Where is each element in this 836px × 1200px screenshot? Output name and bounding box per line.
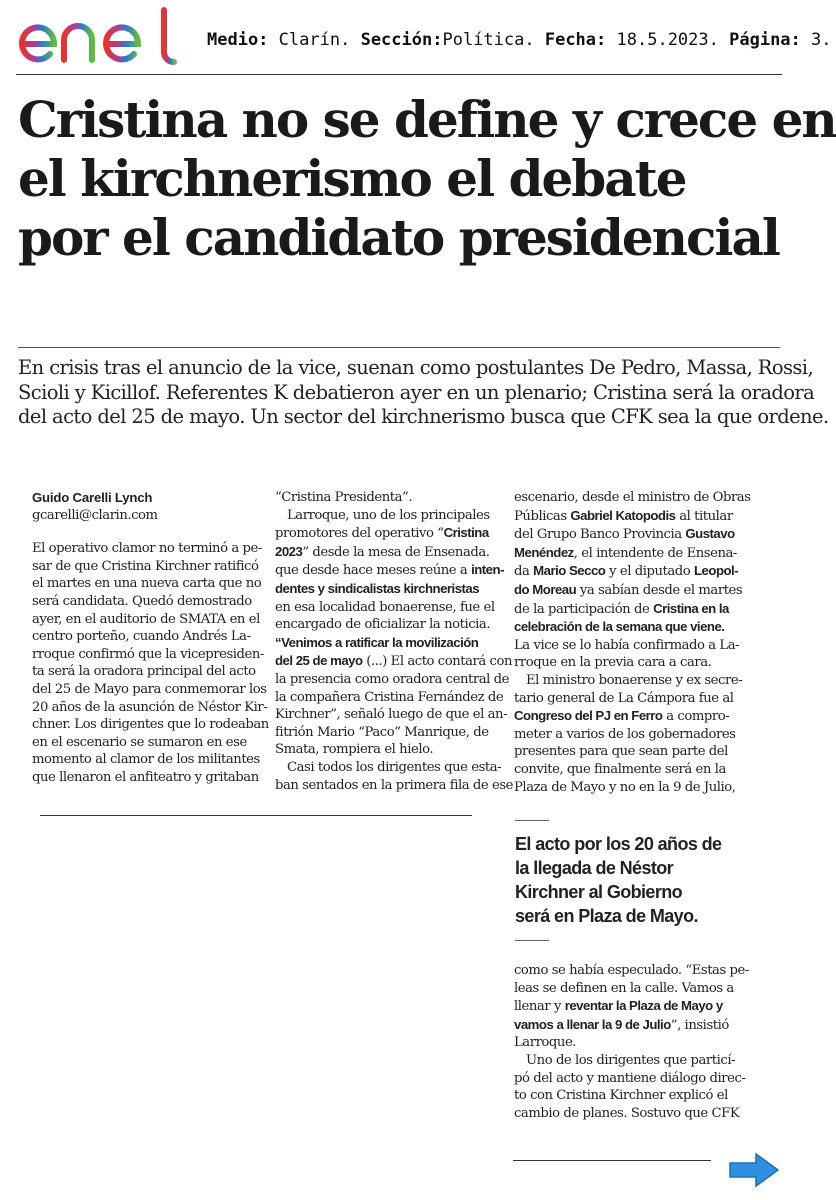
body-line: [275, 616, 497, 634]
bold-text: Gustavo: [685, 526, 735, 542]
text-segment: ” desde la mesa de Ensenada.: [302, 544, 490, 560]
meta-label-pagina: Página:: [729, 30, 801, 50]
headline-line: el kirchnerismo el debate: [18, 149, 686, 208]
body-line: [514, 1052, 738, 1070]
body-line: 20 años de la asunción de Néstor Kir-: [32, 699, 268, 715]
author-email[interactable]: gcarelli@clarin.com: [32, 507, 158, 523]
body-line: [514, 1087, 738, 1105]
text-segment: da: [514, 564, 534, 580]
subhead-line: Scioli y Kicillof. Referentes K debatieron ayer en un plenario; Cristina será la oradora: [18, 380, 815, 404]
body-line: [514, 726, 738, 744]
text-segment: que desde hace meses reúne a: [275, 563, 472, 579]
body-line: [275, 777, 514, 795]
body-line: [514, 525, 738, 544]
body-line: [275, 561, 504, 580]
bold-text: reventar la Plaza de Mayo y: [564, 998, 723, 1014]
body-line: [275, 741, 497, 759]
text-segment: cambio de planes. Sostuvo que CFK: [514, 1105, 740, 1121]
pullquote: [515, 832, 755, 928]
body-line: [275, 580, 497, 599]
text-segment: Smata, rompiera el hielo.: [275, 742, 434, 758]
text-segment: Casi todos los dirigentes que esta-: [287, 759, 502, 775]
meta-value-fecha: 18.5.2023.: [616, 30, 719, 50]
meta-label-fecha: Fecha:: [544, 30, 607, 50]
article-column-1: [32, 489, 269, 787]
body-line: [275, 524, 497, 543]
body-line: [514, 1070, 746, 1088]
body-line: [514, 654, 738, 672]
body-line: que llenaron el anfiteatro y gritaban: [32, 769, 259, 785]
text-segment: promotores del operativo “: [275, 526, 444, 542]
text-segment: encargado de oficializar la noticia.: [275, 617, 491, 633]
bold-text: Leopol-: [694, 563, 739, 579]
body-line: [275, 652, 512, 671]
bold-text: Cristina: [443, 525, 489, 541]
section-divider: [40, 815, 472, 816]
body-line: [275, 634, 497, 653]
body-line: [514, 618, 738, 637]
text-segment: presentes para que sean parte del: [514, 744, 728, 760]
body-line: será candidata. Quedó demostrado: [32, 593, 252, 609]
body-line: [514, 600, 738, 619]
body-line: momento al clamor de los militantes: [32, 752, 260, 768]
column-1-text: [32, 540, 269, 786]
text-segment: , el intendente de Ensena-: [573, 545, 737, 561]
bold-text: vamos a llenar la 9 de Julio: [514, 1016, 671, 1032]
body-line: El operativo clamor no terminó a pe-: [32, 541, 262, 557]
pullquote-rule-bottom: [515, 940, 549, 941]
bold-text: 2023: [275, 543, 303, 559]
article-column-3-continued: [514, 962, 749, 1122]
body-line: [514, 779, 738, 797]
body-line: [514, 761, 738, 779]
text-segment: Kirchner”, señaló luego de que el an-: [275, 707, 508, 723]
bold-text: inten-: [471, 562, 504, 578]
article-column-2: [275, 489, 514, 794]
author-byline: Guido Carelli Lynch: [32, 490, 153, 505]
body-line: chner. Los dirigentes que lo rodeaban: [32, 717, 269, 733]
body-line: [514, 1034, 738, 1052]
body-line: [514, 507, 738, 526]
publication-meta: [207, 30, 832, 50]
text-segment: Larroque, uno de los principales: [287, 507, 490, 523]
bold-text: Mario Secco: [533, 563, 606, 579]
body-line: [514, 672, 743, 690]
body-line: [514, 997, 738, 1016]
pullquote-line: El acto por los 20 años de: [515, 834, 722, 854]
bold-text: Gabriel Katopodis: [570, 507, 676, 523]
text-segment: llenar y: [514, 999, 565, 1015]
body-line: ta será la oradora principal del acto: [32, 664, 256, 680]
pullquote-line: Kirchner al Gobierno: [515, 882, 683, 902]
body-line: [514, 707, 738, 726]
body-line: [514, 489, 751, 507]
body-line: [275, 706, 508, 724]
meta-value-pagina: 3.: [811, 30, 832, 50]
text-segment: Uno de los dirigentes que particí-: [526, 1052, 736, 1068]
pullquote-line: la llegada de Néstor: [515, 858, 674, 878]
text-segment: tario general de La Cámpora fue al: [514, 690, 734, 706]
enel-logo: [16, 4, 186, 68]
text-segment: (...) El acto contará con: [362, 654, 512, 670]
text-segment: “Cristina Presidenta”.: [275, 490, 413, 505]
body-line: rroque confirmó que la vicepresiden-: [32, 646, 264, 662]
body-line: [275, 507, 497, 525]
text-segment: como se había especulado. “Estas pe-: [514, 963, 749, 978]
subheadline: [18, 356, 829, 430]
bold-text: “Venimos a ratificar la movilización: [275, 634, 479, 650]
body-line: el martes en una nueva carta que no: [32, 576, 262, 592]
text-segment: meter a varios de los gobernadores: [514, 726, 736, 742]
text-segment: al titular: [675, 508, 733, 524]
text-segment: rroque en la previa cara a cara.: [514, 655, 712, 671]
text-segment: El ministro bonaerense y ex secre-: [526, 672, 743, 688]
text-segment: ”, insistió: [670, 1017, 729, 1033]
body-line: del 25 de Mayo para conmemorar los: [32, 681, 267, 697]
text-segment: ya sabían desde el martes: [576, 582, 743, 598]
text-segment: fitrión Mario “Paco” Manrique, de: [275, 724, 489, 740]
text-segment: convite, que finalmente será en la: [514, 761, 726, 777]
text-segment: pó del acto y mantiene diálogo direc-: [514, 1070, 746, 1086]
meta-value-seccion: Política.: [442, 30, 535, 50]
meta-value-medio: Clarín.: [278, 30, 351, 50]
body-line: [514, 962, 749, 980]
text-segment: en esa localidad bonaerense, fue el: [275, 599, 495, 615]
body-line: [514, 637, 738, 655]
text-segment: Públicas: [514, 508, 571, 524]
text-segment: y el diputado: [605, 564, 694, 580]
body-line: [514, 980, 738, 998]
text-segment: La vice se lo había confirmado a La-: [514, 637, 740, 653]
body-line: sar de que Cristina Kirchner ratificó: [32, 558, 259, 574]
body-line: [514, 562, 738, 581]
bold-text: Menéndez: [514, 544, 574, 560]
body-line: [514, 1016, 738, 1035]
bold-text: do Moreau: [514, 581, 577, 597]
body-line: ayer, en el auditorio de SMATA en el: [32, 611, 260, 627]
pullquote-rule-top: [515, 820, 549, 821]
enel-logo-mark: [16, 4, 186, 68]
header-divider: [16, 74, 782, 75]
text-segment: Larroque.: [514, 1035, 577, 1051]
body-line: [514, 581, 743, 600]
text-segment: a compro-: [662, 709, 730, 725]
footer-divider: [513, 1160, 711, 1161]
article-column-3: [514, 489, 751, 796]
bold-text: Congreso del PJ en Ferro: [514, 708, 663, 724]
meta-label-seccion: Sección:: [360, 30, 443, 50]
text-segment: del Grupo Banco Provincia: [514, 527, 686, 543]
body-line: [275, 599, 497, 617]
body-line: [514, 1105, 738, 1123]
headline-line: Cristina no se define y crece en: [18, 90, 836, 149]
body-line: [514, 743, 738, 761]
body-line: centro porteño, cuando Andrés La-: [32, 629, 251, 645]
text-segment: la presencia como oradora central de: [275, 671, 509, 687]
headline: [18, 90, 836, 267]
bold-text: celebración de la semana que viene.: [514, 619, 725, 635]
body-line: [514, 544, 738, 563]
body-line: [275, 671, 509, 689]
body-line: [275, 543, 497, 562]
subhead-line: del acto del 25 de mayo. Un sector del kirchnerismo busca que CFK sea la que ordene.: [18, 405, 829, 428]
text-segment: ban sentados en la primera fila de ese: [275, 777, 514, 793]
text-segment: Plaza de Mayo y no en la 9 de Julio,: [514, 779, 736, 795]
body-line: en el escenario se sumaron en ese: [32, 734, 247, 750]
meta-label-medio: Medio:: [207, 30, 269, 50]
body-line: [275, 689, 504, 707]
bold-text: dentes y sindicalistas kirchneristas: [275, 580, 480, 596]
bold-text: del 25 de mayo: [275, 653, 363, 669]
subhead-divider: [18, 347, 780, 348]
next-page-button[interactable]: [728, 1152, 780, 1188]
body-line: [514, 690, 738, 708]
text-segment: leas se definen en la calle. Vamos a: [514, 980, 734, 996]
body-line: [275, 489, 497, 507]
subhead-line: En crisis tras el anuncio de la vice, suenan como postulantes De Pedro, Massa, Rossi,: [18, 356, 814, 379]
bold-text: Cristina en la: [653, 600, 729, 616]
body-line: [275, 724, 497, 742]
text-segment: la compañera Cristina Fernández de: [275, 689, 504, 705]
arrow-right-icon: [728, 1152, 780, 1188]
text-segment: de la participación de: [514, 601, 654, 617]
body-line: [275, 759, 502, 777]
text-segment: to con Cristina Kirchner explicó el: [514, 1088, 728, 1104]
pullquote-line: será en Plaza de Mayo.: [515, 906, 698, 926]
spacer: [32, 524, 260, 540]
headline-line: por el candidato presidencial: [18, 208, 779, 267]
text-segment: escenario, desde el ministro de Obras: [514, 490, 751, 505]
